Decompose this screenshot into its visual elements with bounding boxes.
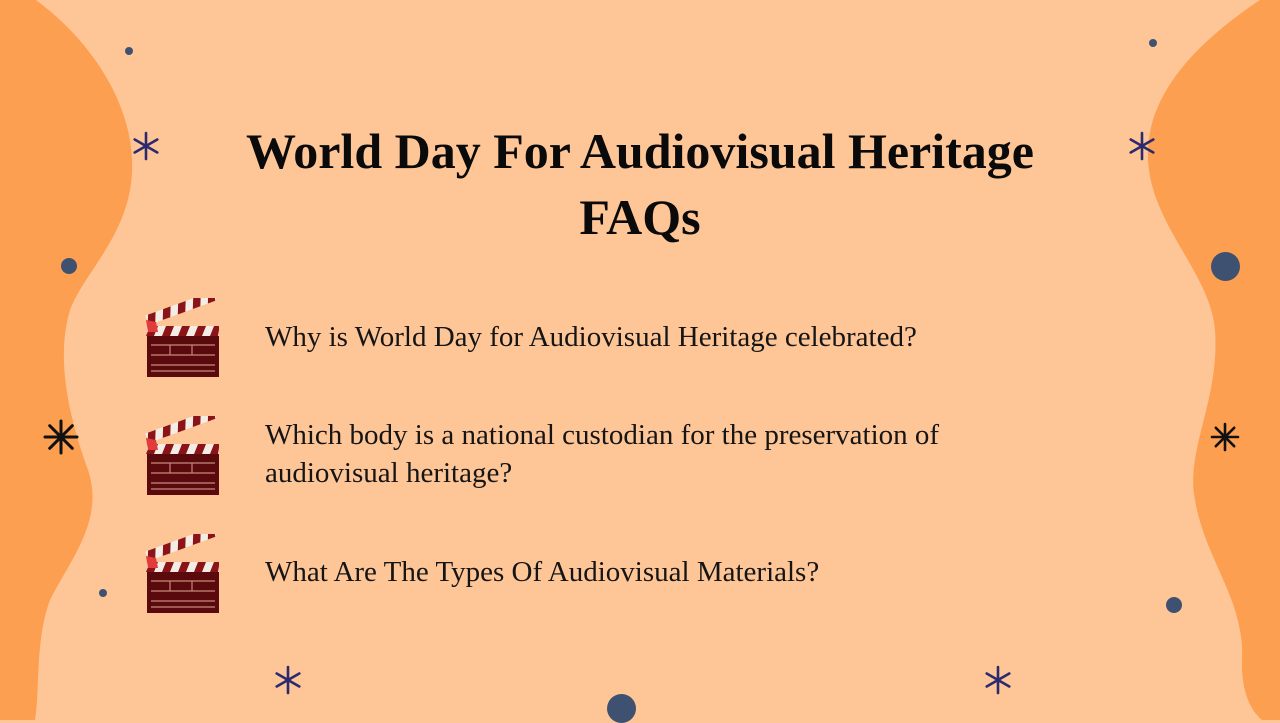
asterisk-icon (273, 665, 303, 695)
clapperboard-icon (142, 298, 222, 378)
faq-item (142, 298, 1042, 378)
clapperboard-icon (142, 534, 222, 614)
faq-item (142, 416, 1042, 496)
decor-dot (99, 589, 107, 597)
decor-dot (1211, 252, 1240, 281)
decor-dot (61, 258, 77, 274)
decor-dot (1166, 597, 1182, 613)
asterisk-icon (43, 419, 79, 455)
faq-item (142, 534, 1042, 614)
slide-title (140, 118, 1140, 250)
decor-dot (1149, 39, 1157, 47)
right-blob (1148, 0, 1280, 720)
faq-question: What Are The Types Of Audiovisual Materials? (265, 556, 820, 588)
faq-question: Which body is a national custodian for the preservation of audiovisual heritage? (265, 419, 940, 489)
asterisk-icon (983, 665, 1013, 695)
decor-dot (607, 694, 636, 723)
clapperboard-icon (142, 416, 222, 496)
slide-title-line2: FAQs (579, 189, 701, 245)
left-blob (0, 0, 132, 720)
decor-dot (125, 47, 133, 55)
faq-question: Why is World Day for Audiovisual Heritage celebrated? (265, 321, 917, 353)
slide-title-line1: World Day For Audiovisual Heritage (246, 123, 1034, 179)
asterisk-icon (1210, 422, 1240, 452)
